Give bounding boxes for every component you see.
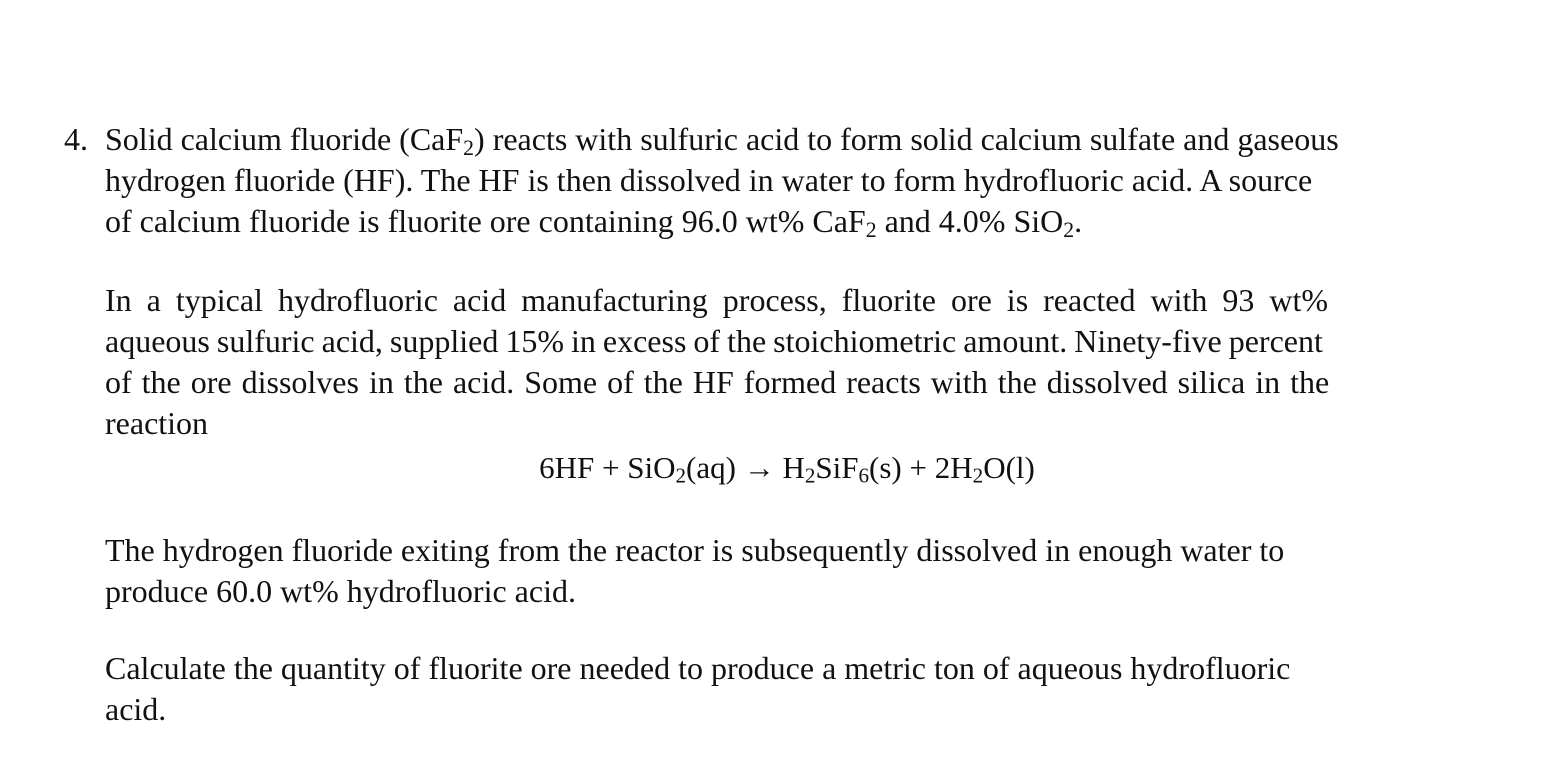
paragraph-intro: [105, 119, 1470, 242]
subscript: 2: [675, 463, 687, 488]
text-segment: ) reacts with sulfuric acid to form solid calcium sulfate and gaseous: [474, 121, 1339, 157]
equation-segment: O(l): [983, 450, 1035, 485]
subscript: 2: [463, 135, 475, 160]
paragraph-intro-line-2: hydrogen fluoride (HF). The HF is then dissolved in water to form hydrofluoric acid. A source: [105, 162, 1313, 198]
equation-segment: (s) + 2H: [869, 450, 973, 485]
equation-segment: (aq) → H: [686, 450, 805, 485]
equation-segment: SiF: [815, 450, 859, 485]
equation-segment: 6HF + SiO: [539, 450, 676, 485]
problem-number: 4.: [64, 121, 88, 157]
text-segment: and 4.0% SiO: [876, 203, 1064, 239]
paragraph-dissolution-line-1: The hydrogen fluoride exiting from the reactor is subsequently dissolved in enough water to: [105, 532, 1285, 568]
chemical-equation: [0, 448, 1562, 488]
subscript: 2: [865, 217, 877, 242]
paragraph-question-line-2: acid.: [105, 691, 167, 727]
paragraph-question-line-1: Calculate the quantity of fluorite ore needed to produce a metric ton of aqueous hydrofluoric: [105, 650, 1291, 686]
subscript: 2: [1063, 217, 1075, 242]
paragraph-intro-line-3: [105, 201, 1470, 242]
paragraph-process-line-2: aqueous sulfuric acid, supplied 15% in excess of the stoichiometric amount. Ninety-five percent: [105, 323, 1323, 359]
text-segment: .: [1074, 203, 1083, 239]
paragraph-process: [105, 280, 1470, 444]
subscript: 2: [804, 463, 816, 488]
paragraph-dissolution-line-2: produce 60.0 wt% hydrofluoric acid.: [105, 573, 576, 609]
subscript: 2: [972, 463, 984, 488]
paragraph-process-line-1: In a typical hydrofluoric acid manufacturing process, fluorite ore is reacted with 93 wt%: [105, 282, 1329, 318]
subscript: 6: [858, 463, 870, 488]
text-segment: of calcium fluoride is fluorite ore containing 96.0 wt% CaF: [105, 203, 866, 239]
paragraph-process-line-4: reaction: [105, 405, 209, 441]
paragraph-question: [105, 648, 1470, 730]
paragraph-dissolution: [105, 530, 1470, 612]
paragraph-process-line-3: of the ore dissolves in the acid. Some of the HF formed reacts with the dissolved silica in the: [105, 364, 1330, 400]
text-segment: Solid calcium fluoride (CaF: [105, 121, 464, 157]
paragraph-intro-line-1: [105, 119, 1470, 160]
